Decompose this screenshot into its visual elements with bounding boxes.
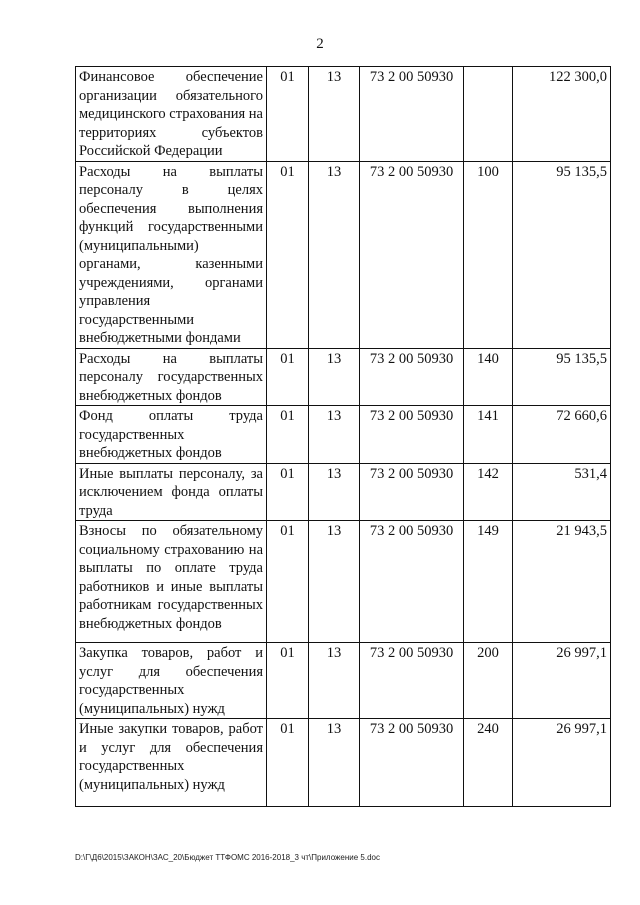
row-subsection-code: 13 bbox=[309, 406, 360, 464]
row-section-code: 01 bbox=[267, 463, 309, 521]
row-expense-type-code: 200 bbox=[464, 643, 513, 719]
row-subsection-code: 13 bbox=[309, 521, 360, 643]
row-expense-type-code bbox=[464, 67, 513, 162]
budget-table bbox=[75, 66, 611, 807]
table-row bbox=[76, 719, 611, 807]
row-subsection-code: 13 bbox=[309, 67, 360, 162]
table-row bbox=[76, 463, 611, 521]
row-target-article-code: 73 2 00 50930 bbox=[360, 643, 464, 719]
row-amount: 72 660,6 bbox=[513, 406, 611, 464]
row-name: Иные закупки товаров, работ и услуг для обеспечения государственных (муниципальных) нужд bbox=[76, 719, 267, 807]
row-amount: 531,4 bbox=[513, 463, 611, 521]
table-row bbox=[76, 521, 611, 643]
row-expense-type-code: 149 bbox=[464, 521, 513, 643]
row-subsection-code: 13 bbox=[309, 643, 360, 719]
row-amount: 21 943,5 bbox=[513, 521, 611, 643]
footer-file-path: D:\Г\Д6\2015\ЗАКОН\ЗАС_20\Бюджет ТТФОМС 2016-2018_3 чт\Приложение 5.doc bbox=[75, 853, 380, 862]
row-subsection-code: 13 bbox=[309, 348, 360, 406]
row-target-article-code: 73 2 00 50930 bbox=[360, 463, 464, 521]
row-target-article-code: 73 2 00 50930 bbox=[360, 406, 464, 464]
table-row bbox=[76, 161, 611, 348]
table-row bbox=[76, 67, 611, 162]
row-amount: 95 135,5 bbox=[513, 348, 611, 406]
row-amount: 26 997,1 bbox=[513, 719, 611, 807]
row-subsection-code: 13 bbox=[309, 719, 360, 807]
row-amount: 26 997,1 bbox=[513, 643, 611, 719]
row-amount: 122 300,0 bbox=[513, 67, 611, 162]
row-target-article-code: 73 2 00 50930 bbox=[360, 161, 464, 348]
row-name: Финансовое обеспечение организации обязательного медицинского страхования на территориях субъектов Российской Федерации bbox=[76, 67, 267, 162]
row-section-code: 01 bbox=[267, 348, 309, 406]
row-name: Фонд оплаты труда государственных внебюджетных фондов bbox=[76, 406, 267, 464]
table-row bbox=[76, 643, 611, 719]
row-name: Взносы по обязательному социальному страхованию на выплаты по оплате труда работников и иные выплаты работникам государственных внебюджетных фондов bbox=[76, 521, 267, 643]
table-row bbox=[76, 406, 611, 464]
row-target-article-code: 73 2 00 50930 bbox=[360, 521, 464, 643]
row-expense-type-code: 240 bbox=[464, 719, 513, 807]
row-target-article-code: 73 2 00 50930 bbox=[360, 719, 464, 807]
row-expense-type-code: 142 bbox=[464, 463, 513, 521]
row-section-code: 01 bbox=[267, 719, 309, 807]
row-section-code: 01 bbox=[267, 406, 309, 464]
row-name: Расходы на выплаты персоналу в целях обеспечения выполнения функций государственными (муниципальными) органами, казенными учреждениями, органами управления государственными внебюджетными фондами bbox=[76, 161, 267, 348]
page-number: 2 bbox=[316, 36, 324, 52]
row-section-code: 01 bbox=[267, 521, 309, 643]
row-expense-type-code: 100 bbox=[464, 161, 513, 348]
row-expense-type-code: 141 bbox=[464, 406, 513, 464]
row-name: Иные выплаты персоналу, за исключением фонда оплаты труда bbox=[76, 463, 267, 521]
row-target-article-code: 73 2 00 50930 bbox=[360, 348, 464, 406]
row-section-code: 01 bbox=[267, 67, 309, 162]
row-section-code: 01 bbox=[267, 643, 309, 719]
row-subsection-code: 13 bbox=[309, 161, 360, 348]
table-row bbox=[76, 348, 611, 406]
row-section-code: 01 bbox=[267, 161, 309, 348]
row-name: Расходы на выплаты персоналу государственных внебюджетных фондов bbox=[76, 348, 267, 406]
row-target-article-code: 73 2 00 50930 bbox=[360, 67, 464, 162]
row-expense-type-code: 140 bbox=[464, 348, 513, 406]
row-amount: 95 135,5 bbox=[513, 161, 611, 348]
row-subsection-code: 13 bbox=[309, 463, 360, 521]
row-name: Закупка товаров, работ и услуг для обеспечения государственных (муниципальных) нужд bbox=[76, 643, 267, 719]
